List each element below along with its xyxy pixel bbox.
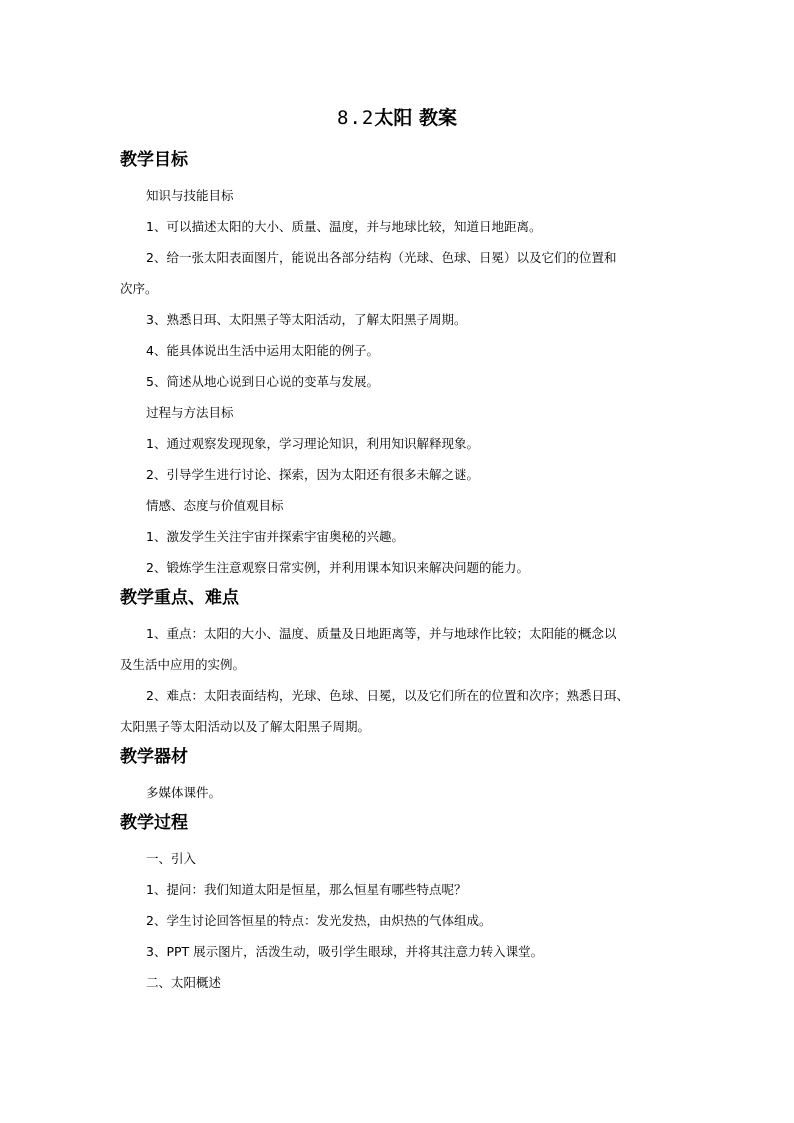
process-part-heading: 一、引入	[146, 851, 197, 866]
objective-item: 2、锻炼学生注意观察日常实例，并利用课本知识来解决问题的能力。	[146, 560, 529, 575]
materials-text: 多媒体课件。	[146, 785, 222, 800]
objective-item: 2、给一张太阳表面图片，能说出各部分结构（光球、色球、日冕）以及它们的位置和	[146, 250, 617, 265]
subheading-knowledge: 知识与技能目标	[146, 188, 234, 203]
objective-item: 1、通过观察发现现象，学习理论知识，利用知识解释现象。	[146, 436, 479, 451]
section-heading-key-points: 教学重点、难点	[120, 588, 239, 608]
objective-item: 2、引导学生进行讨论、探索，因为太阳还有很多未解之谜。	[146, 467, 479, 482]
process-item: 1、提问：我们知道太阳是恒星，那么恒星有哪些特点呢？	[146, 882, 467, 897]
key-point-line: 2、难点：太阳表面结构，光球、色球、日冕，以及它们所在的位置和次序；熟悉日珥、	[146, 688, 629, 703]
key-point-line-continued: 太阳黑子等太阳活动以及了解太阳黑子周期。	[120, 719, 371, 734]
objective-item: 1、激发学生关注宇宙并探索宇宙奥秘的兴趣。	[146, 529, 404, 544]
subheading-process: 过程与方法目标	[146, 405, 234, 420]
page-title	[0, 104, 794, 132]
document-body	[120, 145, 680, 998]
key-point-line-continued: 及生活中应用的实例。	[120, 657, 246, 672]
objective-item: 5、简述从地心说到日心说的变革与发展。	[146, 374, 379, 389]
objective-item-continued: 次序。	[120, 281, 158, 296]
process-item: 3、PPT 展示图片，活泼生动，吸引学生眼球，并将其注意力转入课堂。	[146, 944, 544, 959]
section-heading-process: 教学过程	[120, 813, 188, 833]
title-text: 太阳 教案	[374, 107, 457, 129]
key-point-line: 1、重点：太阳的大小、温度、质量及日地距离等，并与地球作比较；太阳能的概念以	[146, 626, 617, 641]
section-heading-objectives: 教学目标	[120, 150, 188, 170]
objective-item: 1、可以描述太阳的大小、质量、温度，并与地球比较，知道日地距离。	[146, 219, 542, 234]
process-part-heading: 二、太阳概述	[146, 975, 222, 990]
title-number: 8.2	[337, 107, 375, 129]
objective-item: 3、熟悉日珥、太阳黑子等太阳活动，了解太阳黑子周期。	[146, 312, 467, 327]
subheading-emotion: 情感、态度与价值观目标	[146, 498, 284, 513]
section-heading-materials: 教学器材	[120, 747, 188, 767]
process-item: 2、学生讨论回答恒星的特点：发光发热，由炽热的气体组成。	[146, 913, 492, 928]
objective-item: 4、能具体说出生活中运用太阳能的例子。	[146, 343, 379, 358]
